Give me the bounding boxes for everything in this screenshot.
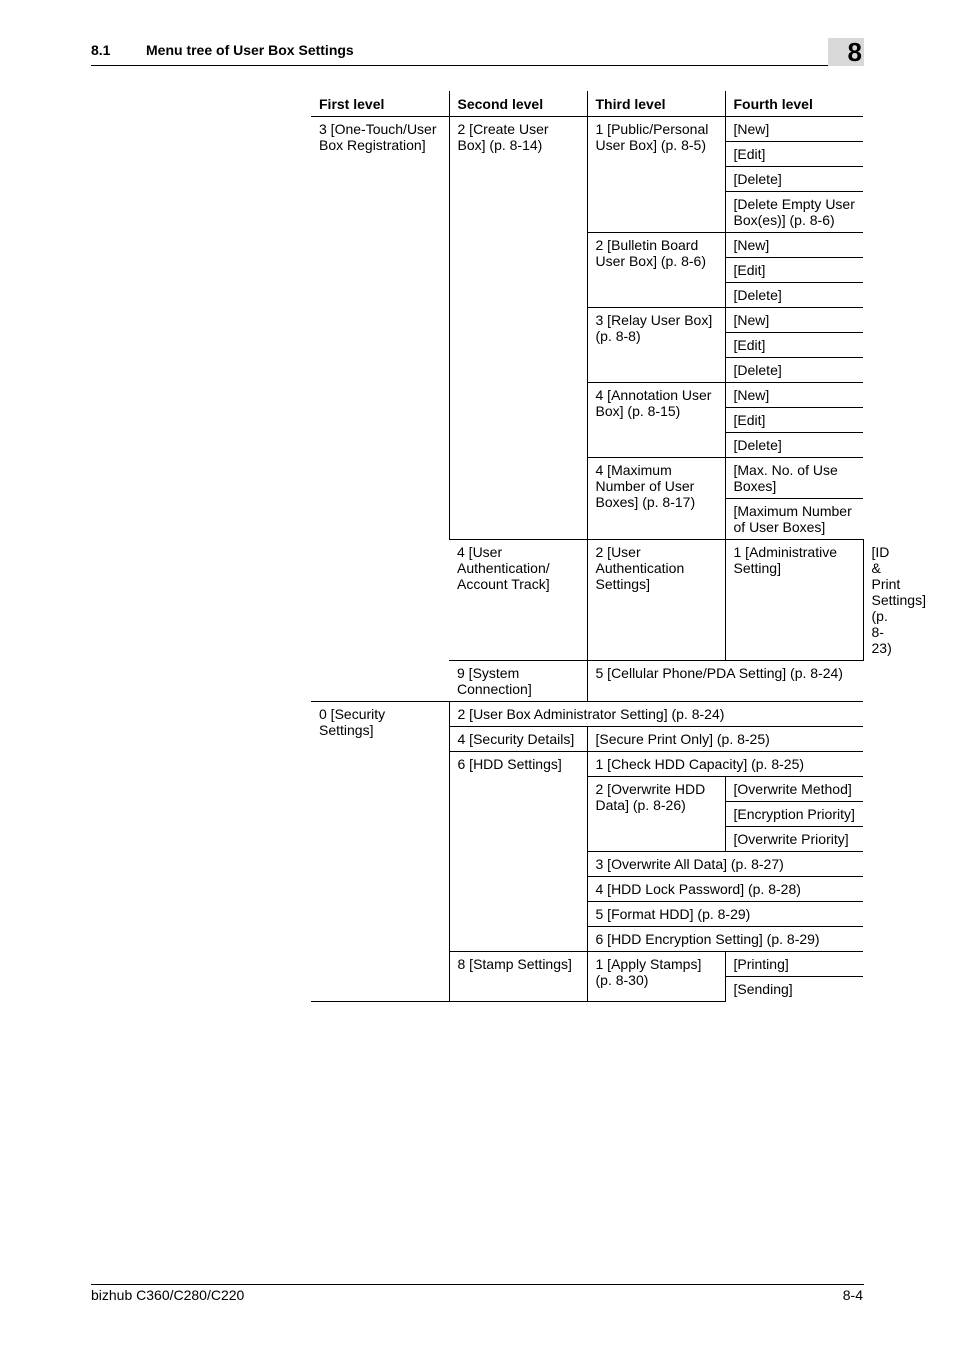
table-cell: 2 [Create User Box] (p. 8-14) <box>449 117 587 540</box>
table-cell: [Delete Empty User Box(es)] (p. 8-6) <box>725 192 863 233</box>
column-header: Second level <box>449 91 587 117</box>
table-row: 4 [User Authentication/ Account Track] 2 [User Authentication Settings] 1 [Administrative Setting] [ID & Print Settings] (p. 8-23) <box>311 540 863 661</box>
column-header: Fourth level <box>725 91 863 117</box>
table-cell: 9 [System Connection] <box>449 661 587 702</box>
table-cell: 6 [HDD Settings] <box>449 752 587 952</box>
table-cell: 3 [Overwrite All Data] (p. 8-27) <box>587 852 863 877</box>
table-row <box>311 117 863 142</box>
chapter-badge: 8 <box>828 38 864 66</box>
table-cell: 8 [Stamp Settings] <box>449 952 587 1002</box>
table-cell: 0 [Security Settings] <box>311 702 449 1002</box>
footer-product: bizhub C360/C280/C220 <box>91 1287 245 1303</box>
table-cell: 1 [Public/Personal User Box] (p. 8-5) <box>587 117 725 233</box>
table-cell: 1 [Apply Stamps] (p. 8-30) <box>587 952 725 1002</box>
header-rule <box>91 65 864 66</box>
table-cell: [Edit] <box>725 408 863 433</box>
table-cell: 3 [One-Touch/User Box Registration] <box>311 117 449 702</box>
menu-tree-table <box>311 91 926 1002</box>
table-cell: [Delete] <box>725 358 863 383</box>
table-cell: 1 [Administrative Setting] <box>725 540 863 661</box>
table-cell: 3 [Relay User Box] (p. 8-8) <box>587 308 725 383</box>
table-cell: [Delete] <box>725 167 863 192</box>
section-number: 8.1 <box>91 42 111 58</box>
table-cell: [Encryption Priority] <box>725 802 863 827</box>
table-cell: 2 [Overwrite HDD Data] (p. 8-26) <box>587 777 725 852</box>
table-cell: [Delete] <box>725 283 863 308</box>
table-cell: 2 [Bulletin Board User Box] (p. 8-6) <box>587 233 725 308</box>
table-cell: 6 [HDD Encryption Setting] (p. 8-29) <box>587 927 863 952</box>
table-cell: [Edit] <box>725 333 863 358</box>
table-cell: [Secure Print Only] (p. 8-25) <box>587 727 863 752</box>
footer-rule <box>91 1284 864 1285</box>
table-cell: 4 [Maximum Number of User Boxes] (p. 8-17) <box>587 458 725 540</box>
table-cell: [New] <box>725 383 863 408</box>
table-cell: 4 [Security Details] <box>449 727 587 752</box>
table-cell: 1 [Check HDD Capacity] (p. 8-25) <box>587 752 863 777</box>
table-cell: [Sending] <box>725 977 863 1002</box>
column-header: First level <box>311 91 449 117</box>
table-cell: 4 [HDD Lock Password] (p. 8-28) <box>587 877 863 902</box>
table-cell: 2 [User Box Administrator Setting] (p. 8-24) <box>449 702 863 727</box>
table-cell: [New] <box>725 308 863 333</box>
column-header: Third level <box>587 91 725 117</box>
table-row <box>311 702 863 727</box>
table-cell: [Max. No. of Use Boxes] <box>725 458 863 499</box>
footer-page-number: 8-4 <box>842 1287 863 1303</box>
table-cell: 5 [Format HDD] (p. 8-29) <box>587 902 863 927</box>
section-title: Menu tree of User Box Settings <box>146 42 354 58</box>
table-cell: [Edit] <box>725 258 863 283</box>
table-cell: 4 [User Authentication/ Account Track] <box>449 540 587 661</box>
table-cell: 5 [Cellular Phone/PDA Setting] (p. 8-24) <box>587 661 863 702</box>
table-cell: [New] <box>725 117 863 142</box>
table-cell: [Printing] <box>725 952 863 977</box>
table-cell: 4 [Annotation User Box] (p. 8-15) <box>587 383 725 458</box>
table-header-row <box>311 91 863 117</box>
table-cell: 2 [User Authentication Settings] <box>587 540 725 661</box>
table-cell: [Overwrite Method] <box>725 777 863 802</box>
table-cell: [Delete] <box>725 433 863 458</box>
table-cell: [Overwrite Priority] <box>725 827 863 852</box>
table-cell: [New] <box>725 233 863 258</box>
table-cell: [Edit] <box>725 142 863 167</box>
table-cell: [Maximum Number of User Boxes] <box>725 499 863 540</box>
